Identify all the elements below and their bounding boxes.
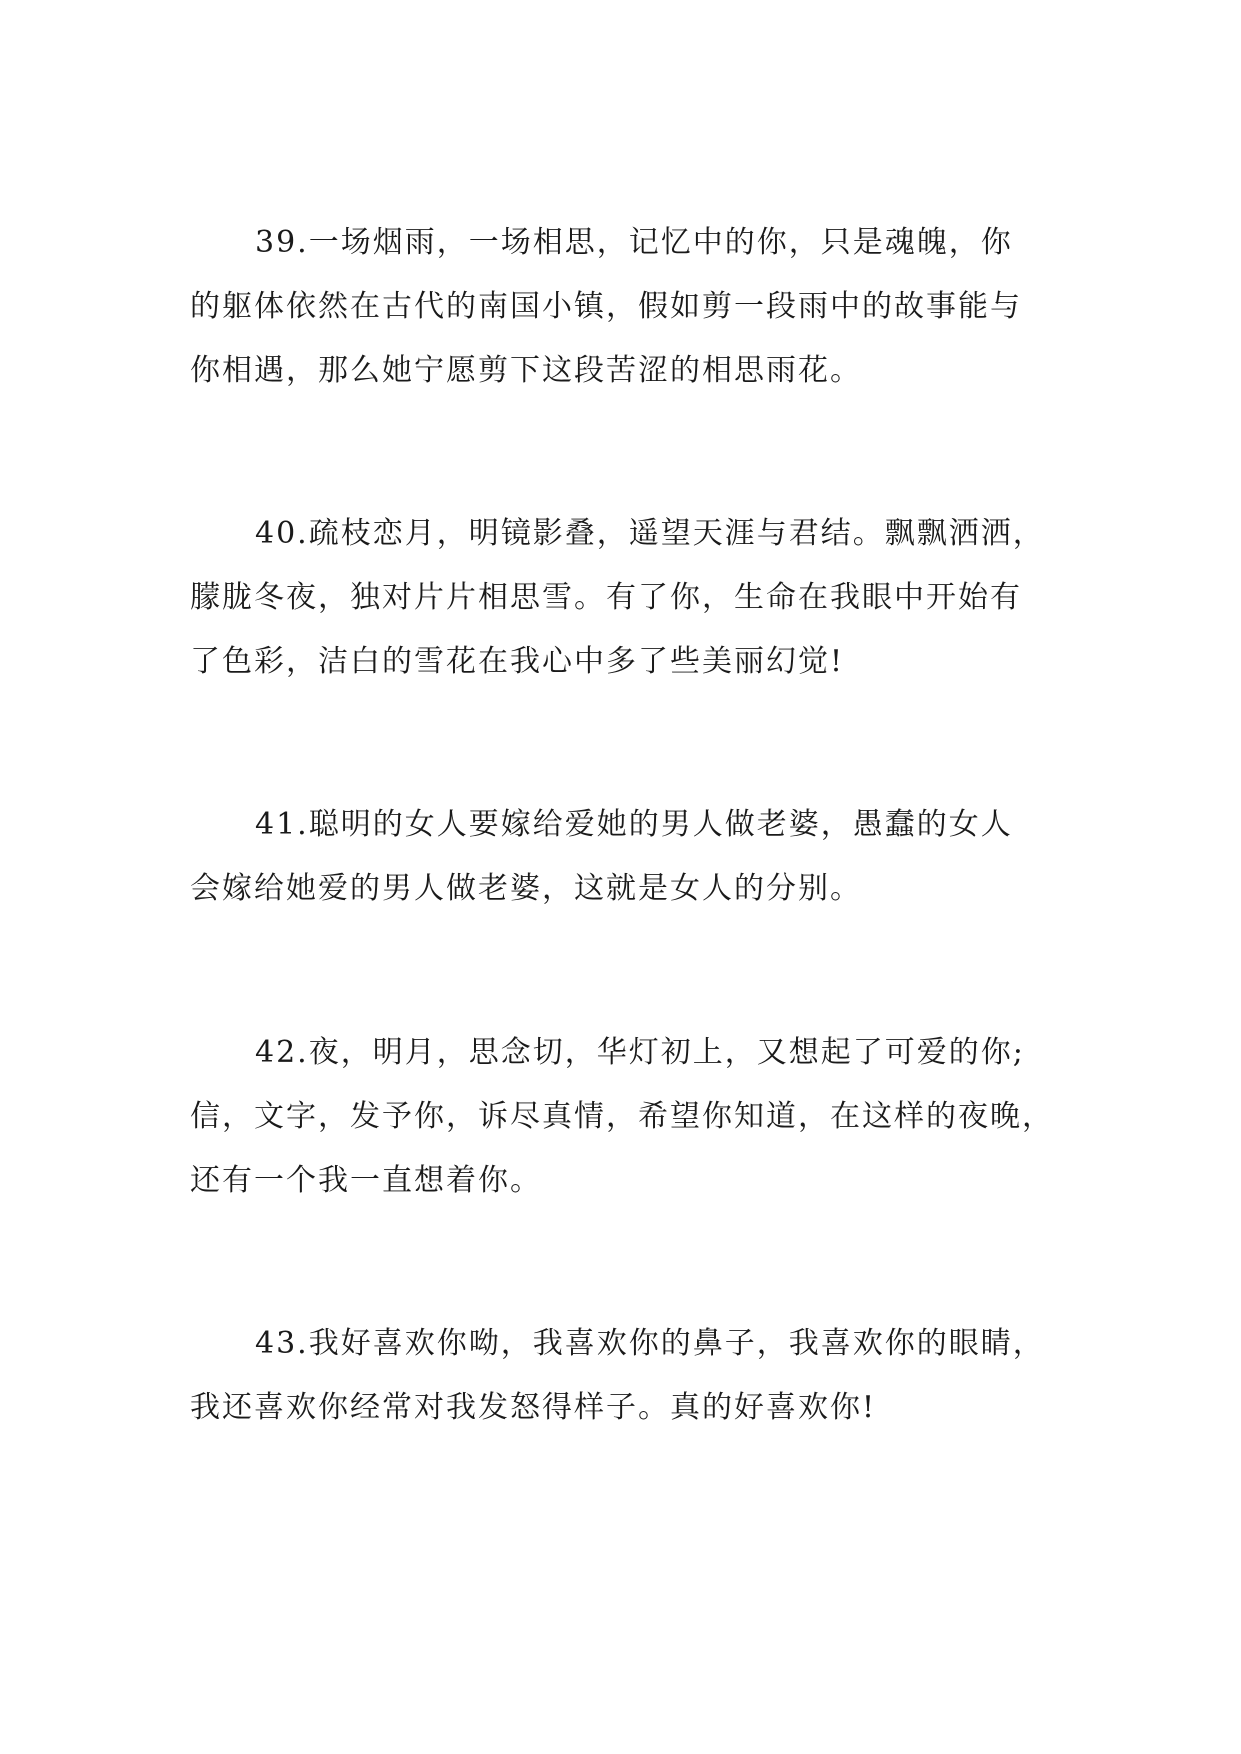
paragraph-42 <box>190 1021 1070 1213</box>
paragraph-43 <box>190 1312 1070 1440</box>
paragraph-line: 43.我好喜欢你呦，我喜欢你的鼻子，我喜欢你的眼睛， <box>255 1326 1045 1361</box>
paragraph-line: 我还喜欢你经常对我发怒得样子。真的好喜欢你! <box>190 1390 877 1425</box>
paragraph-line: 40.疏枝恋月，明镜影叠，遥望天涯与君结。飘飘洒洒， <box>255 516 1045 551</box>
paragraph-41 <box>190 793 1070 921</box>
paragraph-line: 39.一场烟雨，一场相思，记忆中的你，只是魂魄，你 <box>255 225 1013 260</box>
paragraph-line: 信，文字，发予你，诉尽真情，希望你知道，在这样的夜晚， <box>190 1099 1054 1134</box>
paragraph-40 <box>190 502 1070 694</box>
paragraph-39 <box>190 211 1070 403</box>
paragraph-line: 的躯体依然在古代的南国小镇，假如剪一段雨中的故事能与 <box>190 289 1022 324</box>
paragraph-line: 还有一个我一直想着你。 <box>190 1163 542 1198</box>
paragraph-line: 41.聪明的女人要嫁给爱她的男人做老婆，愚蠢的女人 <box>255 807 1013 842</box>
paragraph-line: 朦胧冬夜，独对片片相思雪。有了你，生命在我眼中开始有 <box>190 580 1022 615</box>
paragraph-line: 了色彩，洁白的雪花在我心中多了些美丽幻觉! <box>190 644 845 679</box>
paragraph-line: 42.夜，明月，思念切，华灯初上，又想起了可爱的你; <box>255 1035 1025 1070</box>
paragraph-line: 你相遇，那么她宁愿剪下这段苦涩的相思雨花。 <box>190 353 862 388</box>
paragraph-line: 会嫁给她爱的男人做老婆，这就是女人的分别。 <box>190 871 862 906</box>
